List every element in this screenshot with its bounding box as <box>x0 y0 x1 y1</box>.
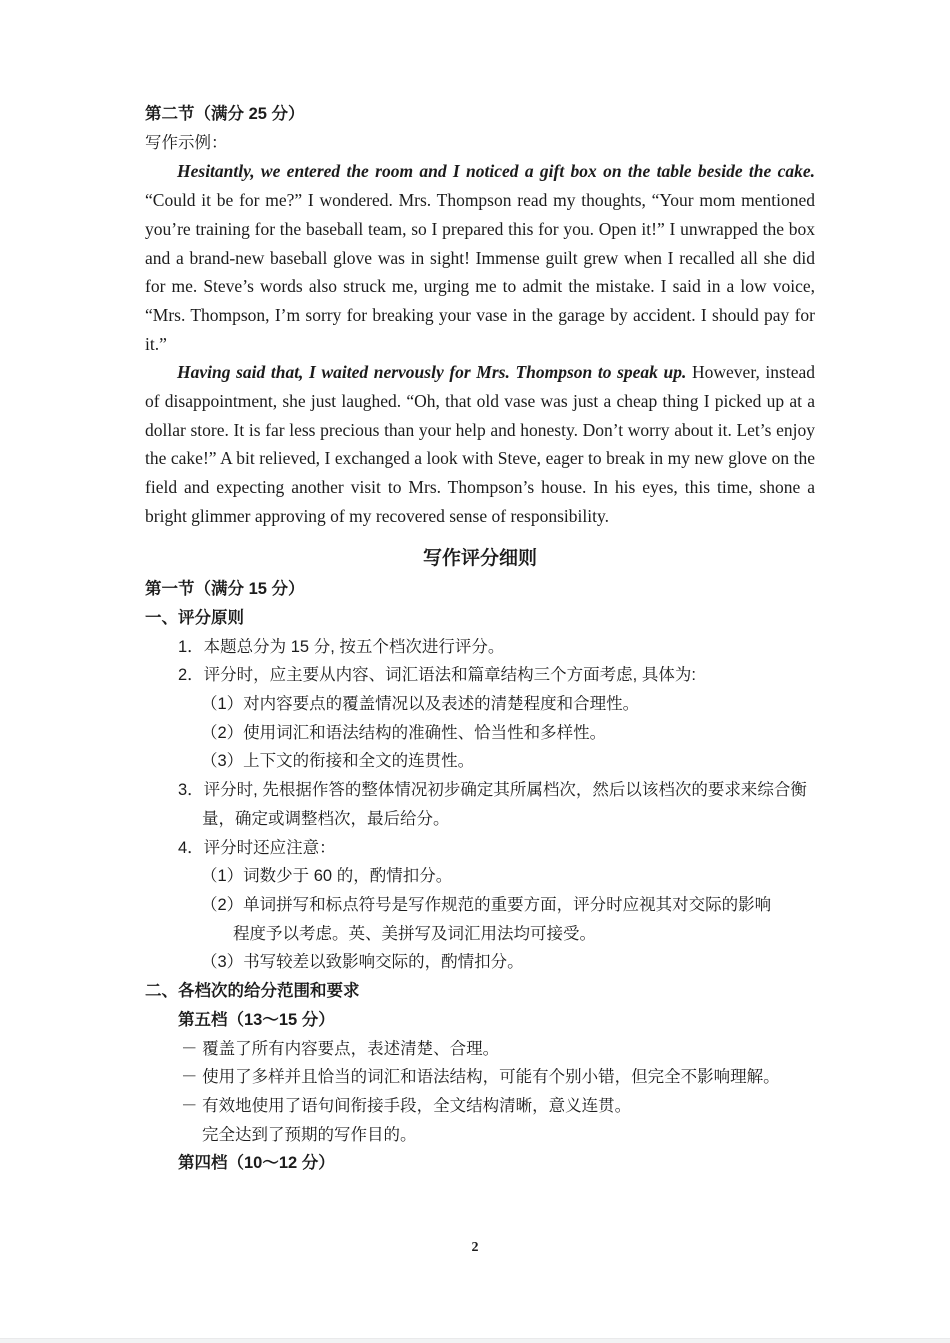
page-content <box>145 100 815 1178</box>
sample-paragraph-1 <box>145 157 815 358</box>
part2-heading: 二、各档次的给分范围和要求 <box>145 982 360 1001</box>
band5-item: － 覆盖了所有内容要点，表述清楚、合理。 <box>181 1039 500 1058</box>
rubric-line: 3．评分时, 先根据作答的整体情况初步确定其所属档次，然后以该档次的要求来综合衡 <box>178 781 807 800</box>
rubric-line: 2．评分时，应主要从内容、词汇语法和篇章结构三个方面考虑, 具体为: <box>178 666 696 685</box>
rubric-line: （1）词数少于 60 的，酌情扣分。 <box>201 867 453 886</box>
rubric-line: （1）对内容要点的覆盖情况以及表述的清楚程度和合理性。 <box>201 695 640 714</box>
section1-heading: 第一节（满分 15 分） <box>145 580 305 599</box>
paragraph-1-lead: Hesitantly, we entered the room and I noticed a gift box on the table beside the cake. <box>177 161 815 182</box>
rubric-line: 量，确定或调整档次，最后给分。 <box>202 809 450 828</box>
rubric-title: 写作评分细则 <box>422 547 537 569</box>
page-bottom-edge <box>0 1338 950 1343</box>
rubric-line: （3）上下文的衔接和全文的连贯性。 <box>201 752 475 771</box>
band5-note: 完全达到了预期的写作目的。 <box>202 1125 417 1144</box>
band4-heading: 第四档（10～12 分） <box>178 1154 335 1173</box>
section2-heading: 第二节（满分 25 分） <box>145 105 305 123</box>
rubric-line: （2）使用词汇和语法结构的准确性、恰当性和多样性。 <box>201 723 607 742</box>
paragraph-2-lead: Having said that, I waited nervously for Mrs. Thompson to speak up. <box>177 362 687 383</box>
paragraph-1-body: “Could it be for me?” I wondered. Mrs. Thompson read my thoughts, “Your mom mentioned you’re training for the baseball team, so I prepared this for you. Open it!” I unwrapped the box and a brand-new baseball glove was in sight! Immense guilt grew when I recalled all she did for me. Steve’s words also struck me, urging me to admit the mistake. I said in a low voice, “Mrs. Thompson, I’m sorry for breaking your vase in the garage by accident. I should pay for it.” <box>145 190 815 354</box>
rubric-line: 程度予以考虑。英、美拼写及词汇用法均可接受。 <box>233 924 596 943</box>
sample-label: 写作示例： <box>145 133 228 152</box>
rubric-line: 4．评分时还应注意： <box>178 838 336 857</box>
rubric-line: 1．本题总分为 15 分, 按五个档次进行评分。 <box>178 637 505 656</box>
sample-paragraph-2 <box>145 358 815 530</box>
rubric-line: （3）书写较差以致影响交际的，酌情扣分。 <box>201 953 524 972</box>
rubric-line: （2）单词拼写和标点符号是写作规范的重要方面，评分时应视其对交际的影响 <box>201 895 772 914</box>
part1-heading: 一、评分原则 <box>145 608 244 627</box>
paragraph-2-body: However, instead of disappointment, she just laughed. “Oh, that old vase was just a cheap thing I picked up at a dollar store. It is far less precious than your help and honesty. Don’t worry about it. Let’s enjoy the cake!” A bit relieved, I exchanged a look with Steve, eager to break in my new glove on the field and expecting another visit to Mrs. Thompson’s house. In his eyes, this time, shone a bright glimmer approving of my recovered sense of responsibility. <box>145 362 815 526</box>
band5-item: － 使用了多样并且恰当的词汇和语法结构，可能有个别小错，但完全不影响理解。 <box>181 1068 780 1087</box>
band5-item: － 有效地使用了语句间衔接手段，全文结构清晰，意义连贯。 <box>181 1096 632 1115</box>
band5-heading: 第五档（13～15 分） <box>178 1010 335 1029</box>
page-number: 2 <box>471 1240 479 1255</box>
